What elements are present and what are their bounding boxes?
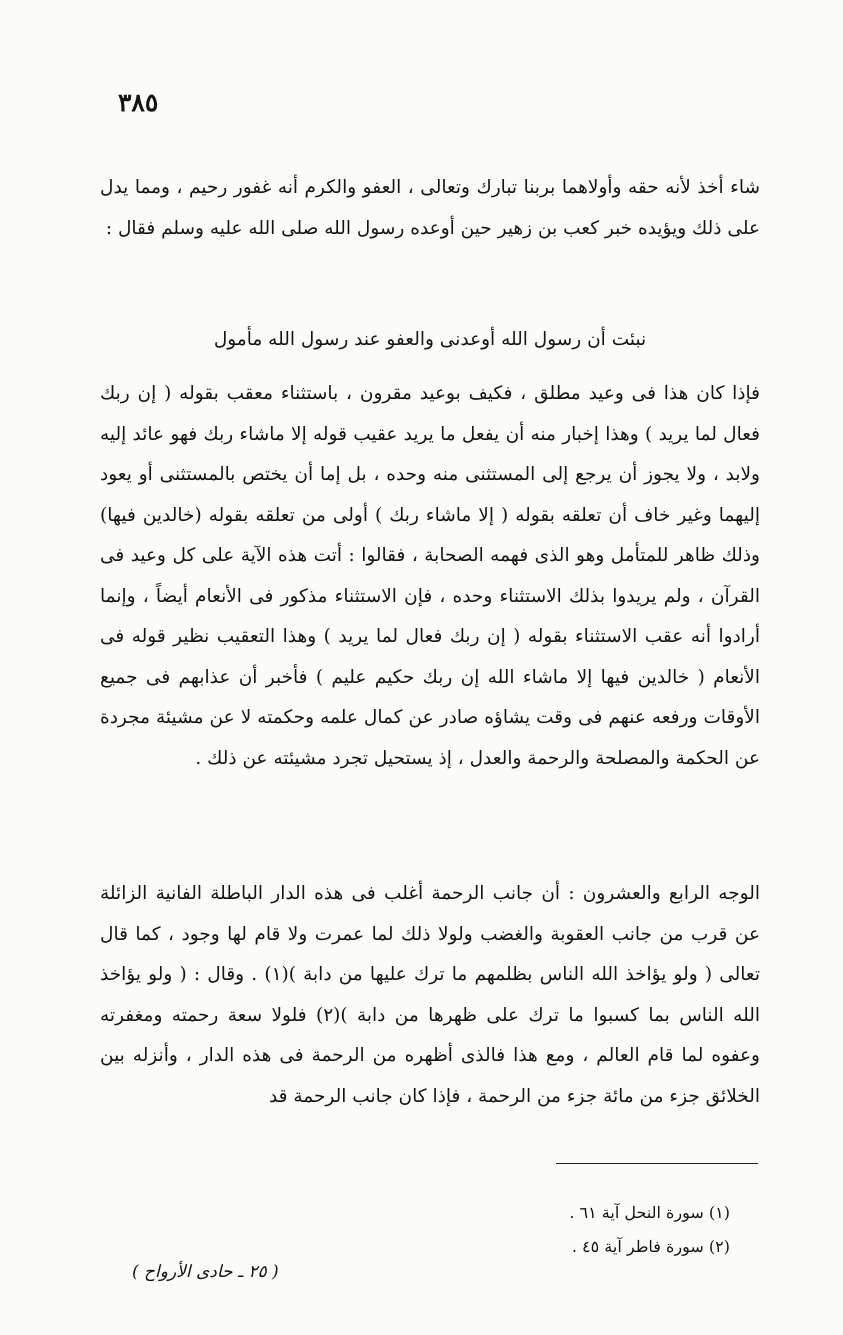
paragraph-1: شاء أخذ لأنه حقه وأولاهما بربنا تبارك وتعالى ، العفو والكرم أنه غفور رحيم ، ومما يدل على ذلك ويؤيده خبر كعب بن زهير حين أوعده رسول الله صلى الله عليه وسلم فقال : — [100, 177, 760, 239]
poetry-verse: نبئت أن رسول الله أوعدنى والعفو عند رسول الله مأمول — [213, 329, 647, 350]
footnote-2: (٢) سورة فاطر آية ٤٥ . — [571, 1237, 730, 1256]
footnotes — [420, 1196, 730, 1264]
paragraph-3: الوجه الرابع والعشرون : أن جانب الرحمة أغلب فى هذه الدار الباطلة الفانية الزائلة عن قرب من جانب العقوبة والغضب ولولا ذلك لما عمرت ولا قام لها وجود ، كما قال تعالى ( ولو يؤاخذ الله الناس بظلمهم ما ترك عليها من دابة )(١) . وقال : ( ولو يؤاخذ الله الناس بما كسبوا ما ترك على ظهرها من دابة )(٢) فلولا سعة رحمته ومغفرته وعفوه لما قام العالم ، ومع هذا فالذى أظهره من الرحمة فى هذه الدار ، وأنزله بين الخلائق جزء من مائة جزء من الرحمة ، فإذا كان جانب الرحمة قد — [100, 883, 760, 1107]
paragraph-2: فإذا كان هذا فى وعيد مطلق ، فكيف بوعيد مقرون ، باستثناء معقب بقوله ( إن ربك فعال لما يريد ) وهذا إخبار منه أن يفعل ما يريد عقيب قوله إلا ماشاء ربك فهو عائد إليه ولابد ، ولا يجوز أن يرجع إلى المستثنى منه وحده ، بل إما أن يختص بالمستثنى أو يعود إليهما وغير خاف أن تعلقه بقوله ( إلا ماشاء ربك ) أولى من تعلقه بقوله (خالدين فيها) وذلك ظاهر للمتأمل وهو الذى فهمه الصحابة ، فقالوا : أتت هذه الآية على كل وعيد فى القرآن ، ولم يريدوا بذلك الاستثناء وحده ، فإن الاستثناء مذكور فى الأنعام أيضاً ، وإنما أرادوا أنه عقب الاستثناء بقوله ( إن ربك فعال لما يريد ) وهذا التعقيب نظير قوله فى الأنعام ( خالدين فيها إلا ماشاء الله إن ربك حكيم عليم ) فأخبر أن عذابهم فى جميع الأوقات ورفعه عنهم فى وقت يشاؤه صادر عن كمال علمه وحكمته لا عن مشيئة مجردة عن الحكمة والمصلحة والرحمة والعدل ، إذ يستحيل تجرد مشيئته عن ذلك . — [100, 383, 760, 769]
page-number: ٣٨٥ — [118, 88, 159, 117]
footer-signature: ( ٢٥ ـ حادى الأرواح ) — [132, 1262, 279, 1282]
footnote-divider — [556, 1163, 758, 1164]
footnote-1: (١) سورة النحل آية ٦١ . — [569, 1203, 730, 1222]
